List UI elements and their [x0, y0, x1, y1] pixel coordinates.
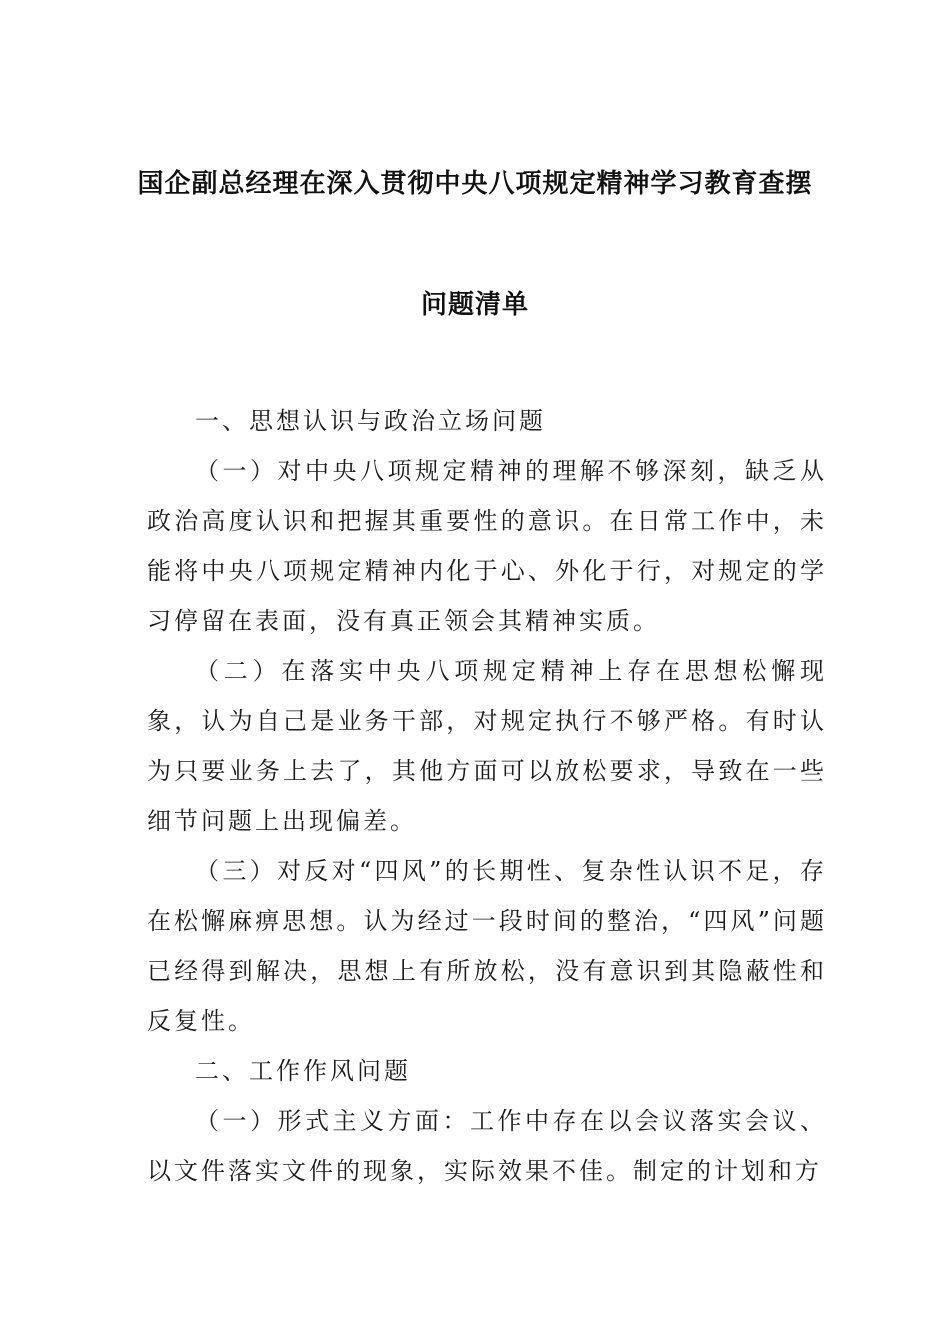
document-body	[147, 396, 827, 1196]
paragraph-1-3: （三）对反对“四风”的长期性、复杂性认识不足，存在松懈麻痹思想。认为经过一段时间的整治，“四风”问题已经得到解决，思想上有所放松，没有意识到其隐蔽性和反复性。	[147, 857, 827, 1035]
paragraph-1-2: （二）在落实中央八项规定精神上存在思想松懈现象，认为自己是业务干部，对规定执行不够严格。有时认为只要业务上去了，其他方面可以放松要求，导致在一些细节问题上出现偏差。	[147, 657, 827, 835]
section-heading-1: 一、思想认识与政治立场问题	[195, 407, 546, 435]
paragraph-2-1: （一）形式主义方面：工作中存在以会议落实会议、以文件落实文件的现象，实际效果不佳。制定的计划和方	[147, 1107, 827, 1185]
paragraph-1-1: （一）对中央八项规定精神的理解不够深刻，缺乏从政治高度认识和把握其重要性的意识。在日常工作中，未能将中央八项规定精神内化于心、外化于行，对规定的学习停留在表面，没有真正领会其精神实质。	[147, 457, 827, 635]
document-title-line-2: 问题清单	[420, 290, 529, 320]
document-title-line-1: 国企副总经理在深入贯彻中央八项规定精神学习教育查摆	[137, 169, 813, 199]
section-heading-2: 二、工作作风问题	[195, 1057, 411, 1085]
